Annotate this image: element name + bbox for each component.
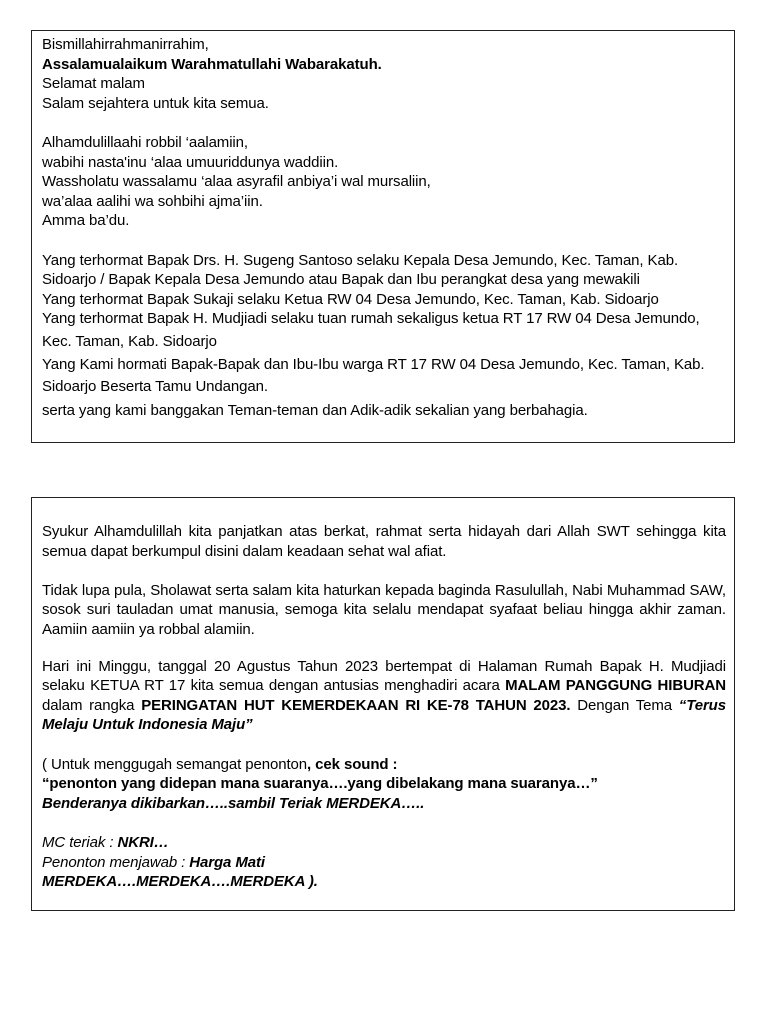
hamdalah-line: wa’alaa aalihi wa sohbihi ajma’iin. [42, 192, 263, 210]
syukur-line: Syukur Alhamdulillah kita panjatkan atas berkat, rahmat serta hidayah dari Allah SWT sehingga kita [42, 523, 726, 540]
salam-line: Assalamualaikum Warahmatullahi Wabarakatuh. [42, 55, 382, 73]
chant-response-label: Penonton menjawab : [42, 853, 190, 871]
chant-final: MERDEKA….MERDEKA….MERDEKA ). [42, 873, 318, 891]
sholawat-line: Aamiin aamiin ya robbal alamiin. [42, 620, 255, 638]
hamdalah-line: Amma ba’du. [42, 212, 130, 230]
event-text: Dengan Tema [570, 696, 679, 714]
honor-line: Yang terhormat Bapak H. Mudjiadi selaku tuan rumah sekaligus ketua RT 17 RW 04 Desa Jemundo, [42, 310, 700, 328]
honor-line: Yang Kami hormati Bapak-Bapak dan Ibu-Ibu warga RT 17 RW 04 Desa Jemundo, Kec. Taman, Kab. [42, 355, 705, 373]
sound-text: ( Untuk menggugah semangat penonton [42, 755, 308, 773]
honor-line: serta yang kami banggakan Teman-teman dan Adik-adik sekalian yang berbahagia. [42, 401, 588, 419]
event-name: MALAM PANGGUNG HIBURAN [505, 677, 726, 695]
honor-line: Yang terhormat Bapak Drs. H. Sugeng Santoso selaku Kepala Desa Jemundo, Kec. Taman, Kab. [42, 251, 679, 269]
honor-line: Sidoarjo Beserta Tamu Undangan. [42, 378, 268, 396]
chant-response: Harga Mati [189, 853, 265, 871]
event-theme-line: Melaju Untuk Indonesia Maju” [42, 716, 253, 734]
event-line [42, 676, 726, 696]
event-text: dalam rangka [42, 696, 142, 714]
sejahtera-line: Salam sejahtera untuk kita semua. [42, 94, 269, 112]
greeting-line: Selamat malam [42, 75, 145, 93]
hamdalah-line: Wassholatu wassalamu ‘alaa asyrafil anbiya’i wal mursaliin, [42, 173, 431, 191]
chant-line [42, 833, 726, 853]
chant-mc-label: MC teriak : [42, 833, 118, 851]
sound-check: , cek sound : [307, 755, 398, 773]
event-theme: “Terus [678, 696, 726, 714]
event-line [42, 696, 726, 716]
event-occasion: PERINGATAN HUT KEMERDEKAAN RI KE-78 TAHUN 2023. [141, 696, 571, 714]
sholawat-line: sosok suri tauladan umat manusia, semoga kita selalu mendapat syafaat beliau hingga akhir zaman. [42, 601, 726, 619]
hamdalah-line: Alhamdulillaahi robbil ‘aalamiin, [42, 133, 248, 151]
sound-line: “penonton yang didepan mana suaranya….yang dibelakang mana suaranya…” [42, 775, 598, 793]
opening-line: Bismillahirrahmanirrahim, [42, 36, 209, 53]
opening-box [31, 30, 735, 443]
chant-line [42, 853, 726, 873]
sound-line [42, 755, 726, 775]
hamdalah-line: wabihi nasta'inu ‘alaa umuuriddunya waddiin. [42, 153, 339, 171]
syukur-line: semua dapat berkumpul disini dalam keadaan sehat wal afiat. [42, 542, 447, 560]
honor-line: Sidoarjo / Bapak Kepala Desa Jemundo atau Bapak dan Ibu perangkat desa yang mewakili [42, 271, 640, 289]
honor-line: Kec. Taman, Kab. Sidoarjo [42, 332, 217, 350]
speech-box [31, 497, 735, 911]
honor-line: Yang terhormat Bapak Sukaji selaku Ketua RW 04 Desa Jemundo, Kec. Taman, Kab. Sidoarjo [42, 290, 659, 308]
event-text: selaku KETUA RT 17 kita semua dengan antusias menghadiri acara [42, 677, 506, 695]
chant-mc-call: NKRI… [117, 833, 169, 851]
sound-line: Benderanya dikibarkan…..sambil Teriak MERDEKA….. [42, 794, 425, 812]
sholawat-line: Tidak lupa pula, Sholawat serta salam kita haturkan kepada baginda Rasulullah, Nabi Muhammad SAW, [42, 581, 726, 599]
event-line: Hari ini Minggu, tanggal 20 Agustus Tahun 2023 bertempat di Halaman Rumah Bapak H. Mudjiadi [42, 657, 726, 675]
